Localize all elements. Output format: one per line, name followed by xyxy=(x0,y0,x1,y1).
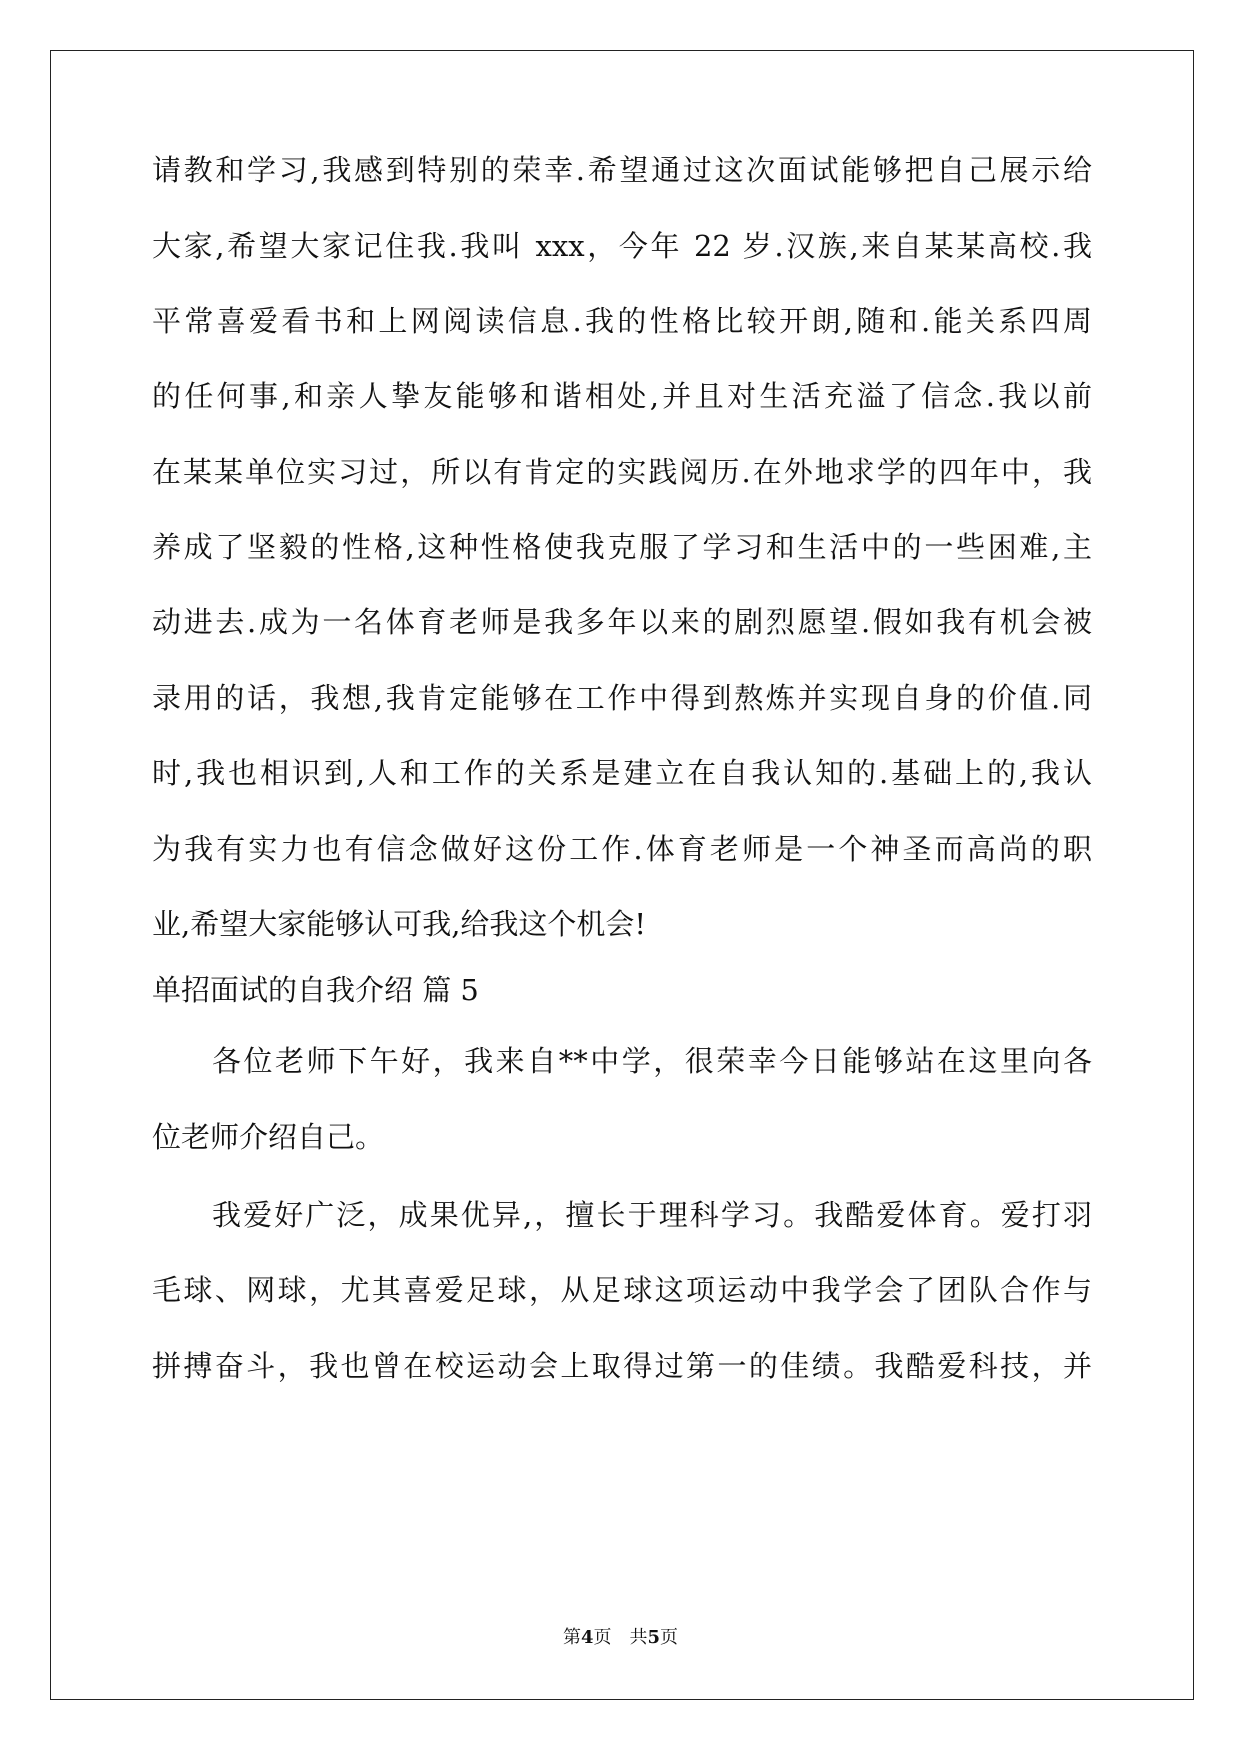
text-line: 的任何事,和亲人挚友能够和谐相处,并且对生活充溢了信念.我以前 xyxy=(152,379,1092,413)
text-line: 我爱好广泛，成果优异,，擅长于理科学习。我酷爱体育。爱打羽 xyxy=(212,1198,1092,1232)
page-footer xyxy=(0,1626,1241,1650)
footer-prefix: 第 xyxy=(562,1627,581,1648)
text-line: 在某某单位实习过，所以有肯定的实践阅历.在外地求学的四年中，我 xyxy=(152,455,1092,489)
text-line: 业,希望大家能够认可我,给我这个机会! xyxy=(152,907,647,941)
section-heading: 单招面试的自我介绍 篇 5 xyxy=(152,973,479,1007)
footer-suffix: 页 xyxy=(660,1627,679,1648)
text-line: 养成了坚毅的性格,这种性格使我克服了学习和生活中的一些困难,主 xyxy=(152,530,1092,564)
text-line: 各位老师下午好，我来自**中学，很荣幸今日能够站在这里向各 xyxy=(212,1044,1092,1078)
total-pages-number: 5 xyxy=(647,1627,661,1648)
text-line: 毛球、网球，尤其喜爱足球，从足球这项运动中我学会了团队合作与 xyxy=(152,1273,1092,1307)
text-line: 录用的话，我想,我肯定能够在工作中得到熬炼并实现自身的价值.同 xyxy=(152,681,1092,715)
text-line: 拼搏奋斗，我也曾在校运动会上取得过第一的佳绩。我酷爱科技，并 xyxy=(152,1349,1092,1383)
footer-middle: 页 共 xyxy=(593,1627,648,1648)
current-page-number: 4 xyxy=(580,1627,594,1648)
text-line: 大家,希望大家记住我.我叫 xxx，今年 22 岁.汉族,来自某某高校.我 xyxy=(152,229,1092,263)
text-line: 动进去.成为一名体育老师是我多年以来的剧烈愿望.假如我有机会被 xyxy=(152,605,1092,639)
text-line: 为我有实力也有信念做好这份工作.体育老师是一个神圣而高尚的职 xyxy=(152,832,1092,866)
page-border xyxy=(50,50,1194,1700)
text-line: 请教和学习,我感到特别的荣幸.希望通过这次面试能够把自己展示给 xyxy=(152,153,1092,187)
text-line: 时,我也相识到,人和工作的关系是建立在自我认知的.基础上的,我认 xyxy=(152,756,1092,790)
text-line: 位老师介绍自己。 xyxy=(152,1120,385,1154)
text-line: 平常喜爱看书和上网阅读信息.我的性格比较开朗,随和.能关系四周 xyxy=(152,304,1092,338)
